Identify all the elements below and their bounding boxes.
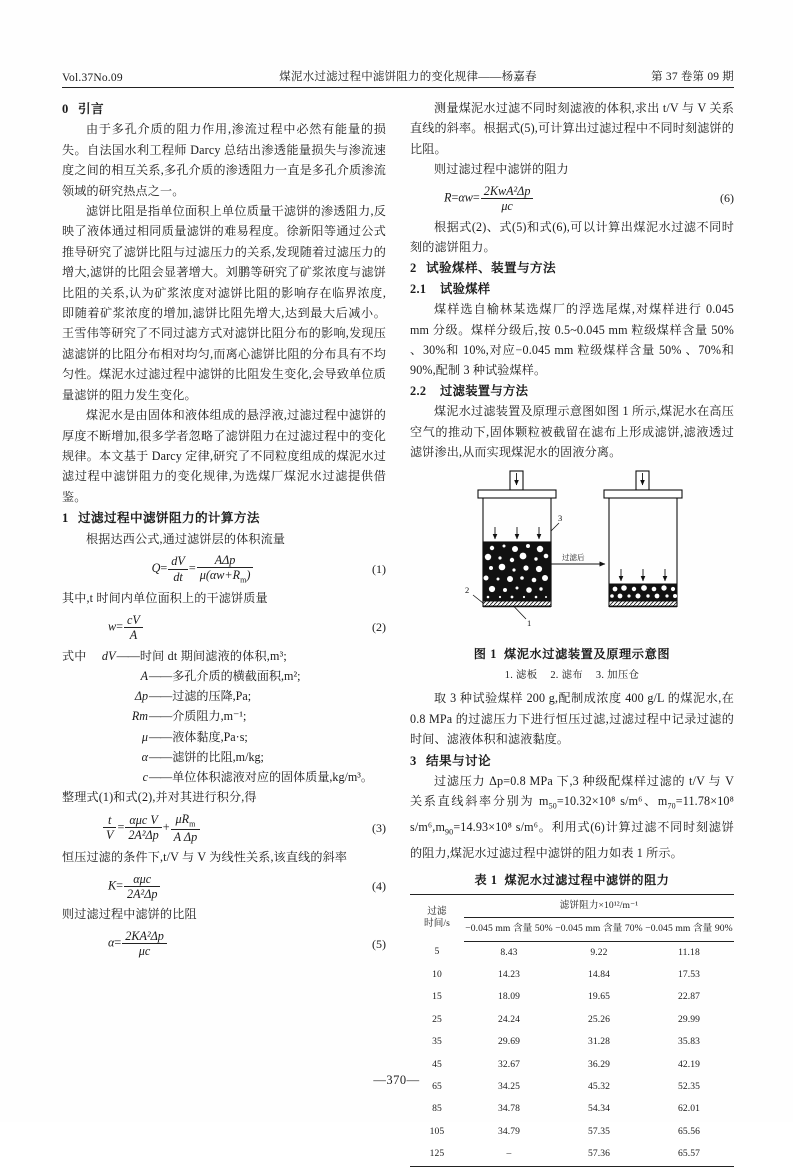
figure-1-caption [410, 644, 734, 664]
table-title-text: 煤泥水过滤过程中滤饼的阻力 [504, 873, 670, 888]
table-row: 5 8.43 9.22 11.18 [434, 946, 700, 958]
table-col0-header: 过滤 时间/s [410, 894, 464, 941]
eq1-fraction: $\frac{\text{AΔp}}{\mu(\alpha w+R_m)}$ [197, 553, 254, 585]
page-number: —370— [373, 1073, 420, 1087]
figure-caption-text: 煤泥水过滤装置及原理示意图 [503, 646, 671, 661]
nomenclature-item [62, 686, 386, 706]
eq1-derivative: $\frac{dV}{dt}$ [168, 554, 188, 584]
subsection-number: 2.2 [410, 383, 427, 398]
paragraph: 煤样选自榆林某选煤厂的浮选尾煤,对煤样进行 0.045 mm 分级。煤样分级后,按 0.5~0.045 mm 粒级煤样含量 50% 、30%和 10%,对应−0.045 mm 粒级煤样含量 50% 、70%和 90%,配制 3 种试验煤样。 [410, 302, 734, 378]
table-row: 105 34.79 57.35 65.56 [429, 1125, 701, 1137]
section-heading-2 [410, 258, 734, 278]
em-dash: —— [149, 709, 172, 724]
nomenclature-symbol: α [141, 749, 148, 764]
nomenclature-definition: 时间 dt 期间滤液的体积,m³; [139, 648, 287, 663]
eq5-fraction: $\frac{\text{2KA²Δp}}{\mu c}$ [122, 929, 167, 959]
paragraph: 整理式(1)和式(2),并对其进行积分,得 [62, 790, 257, 805]
table-row: 25 24.24 25.26 29.99 [432, 1013, 701, 1025]
figure-inner-label: 过滤后 [562, 552, 585, 562]
eq6-lhs: R [444, 190, 452, 205]
table-row: 85 34.78 54.34 62.01 [432, 1103, 701, 1115]
table-header-row-1 [410, 894, 734, 917]
equation-6-number: (6) [720, 191, 734, 206]
subsection-number: 2.1 [410, 281, 427, 296]
equation-5-body: α= $\frac{\text{2KA²Δp}}{\mu c}$ [62, 929, 344, 959]
section-heading-1 [62, 508, 386, 528]
equation-3 [62, 812, 386, 844]
section-number: 0 [62, 102, 69, 116]
eq4-fraction: $\frac{\text{αμc}}{\text{2A²Δp}}$ [124, 872, 160, 902]
nomenclature-symbol: A [140, 669, 148, 684]
section-title: 结果与讨论 [426, 753, 491, 768]
nomenclature-symbol: μ [141, 729, 148, 744]
equation-1-number: (1) [372, 561, 386, 576]
paragraph: 则过滤过程中滤饼的阻力 [434, 162, 569, 177]
em-dash: —— [149, 729, 172, 744]
nomenclature-item [62, 767, 386, 787]
figure-1-image [410, 469, 734, 641]
em-dash: —— [149, 669, 172, 684]
body-columns [62, 98, 734, 1167]
equation-1-body: Q= $\frac{dV}{dt}$ = $\frac{\text{AΔp}}{\mu(\alpha w+R_m)}$ [62, 553, 344, 585]
equation-2-body: w= $\frac{cV}{A}$ [62, 613, 344, 643]
equation-4 [62, 871, 386, 901]
nomenclature-definition: 过滤的压降,Pa; [172, 689, 252, 704]
eq6-mid: αw [458, 190, 473, 205]
nomenclature-definition: 滤饼的比阻,m/kg; [172, 749, 264, 764]
equation-5 [62, 929, 386, 959]
nomenclature-item [62, 706, 386, 726]
table-subheader: −0.045 mm 含量 50% [464, 918, 554, 941]
paragraph: 其中,t 时间内单位面积上的干滤饼质量 [62, 591, 268, 606]
table-row: 10 14.23 14.84 17.53 [432, 969, 701, 980]
table-row: 15 18.09 19.65 22.87 [432, 991, 701, 1003]
nomenclature-symbol: Rm [131, 709, 148, 724]
eq3-lhs-fraction: $\frac{t}{V}$ [103, 813, 116, 843]
figure-label: 图 1 [473, 646, 497, 661]
paragraph: 取 3 种试验煤样 200 g,配制成浓度 400 g/L 的煤泥水,在 0.8 MPa 的过滤压力下进行恒压过滤,过滤过程中记录过滤的时间、滤液体积和滤液黏度。 [410, 691, 734, 747]
em-dash: —— [149, 749, 172, 764]
table-row: 125 – 57.36 65.57 [410, 1143, 734, 1166]
paragraph: 滤饼比阻是指单位面积上单位质量干滤饼的渗透阻力,反映了液体通过相同质量滤饼的难易程度。徐新阳等通过公式推导研究了滤饼比阻与过滤压力的关系,发现随着过滤压力的增大,滤饼的比阻会显著增大。刘鹏等研究了矿浆浓度与滤饼比阻的关系,认为矿浆浓度对滤饼比阻的影响存在临界浓度,即随着矿浆浓度的增加,滤饼比阻先增大,达到最大后减小。王雪伟等研究了不同过滤方式对滤饼比阻分布的影响,发现压滤滤饼的比阻分布相对均匀,而离心滤饼比阻的分布具有不均匀性。煤泥水过滤过程中滤饼的比阻发生变化,会导致单位质量滤饼的阻力发生变化。 [62, 204, 386, 402]
equation-1 [62, 553, 386, 585]
equation-2-number: (2) [372, 620, 386, 635]
subsection-heading-2-1 [410, 279, 734, 299]
eq1-lhs: Q [151, 560, 161, 575]
paragraph: 煤泥水过滤装置及原理示意图如图 1 所示,煤泥水在高压空气的推动下,固体颗粒被截留在滤布上形成滤饼,滤液透过滤饼渗出,从而实现煤泥水的固液分离。 [410, 404, 734, 460]
table-subheader: −0.045 mm 含量 70% [554, 918, 644, 941]
subsection-title: 试验煤样 [440, 281, 491, 296]
em-dash: —— [149, 689, 172, 704]
section-number: 2 [410, 261, 417, 276]
table-label: 表 1 [474, 873, 498, 888]
section-title: 引言 [78, 102, 104, 116]
right-column [398, 98, 734, 1167]
eq2-fraction: $\frac{cV}{A}$ [124, 613, 143, 643]
nomenclature-list [62, 646, 386, 788]
nomenclature-symbol: dV [101, 648, 116, 663]
paragraph: 则过滤过程中滤饼的比阻 [62, 907, 197, 922]
filtration-apparatus-diagram [422, 469, 722, 641]
equation-5-number: (5) [372, 936, 386, 951]
table-subheader: −0.045 mm 含量 90% [644, 918, 734, 941]
running-head-issue: 第 37 卷第 09 期 [651, 71, 734, 83]
eq3-term-a: $\frac{\text{αμc V}}{\text{2A²Δp}}$ [125, 813, 161, 843]
equation-3-body: $\frac{t}{V}$ = $\frac{\text{αμc V}}{\text{2A²Δp}}$ + $\frac{\mu R_m}{\text{A Δp}}$ [62, 812, 344, 844]
table-row: 35 29.69 31.28 35.83 [432, 1036, 701, 1048]
callout-3: 3 [558, 512, 563, 523]
nomenclature-definition: 单位体积滤液对应的固体质量,kg/m³。 [172, 770, 374, 785]
nomenclature-symbol: c [142, 770, 148, 785]
table-row: 65 34.25 45.32 52.35 [432, 1081, 701, 1093]
section-number: 3 [410, 753, 417, 768]
paragraph: 由于多孔介质的阻力作用,渗流过程中必然有能量的损失。自法国水利工程师 Darcy 总结出渗透能量损失与渗流速度之间的相互关系,多孔介质的渗透阻力一直是多孔介质渗流领域的研究热点之一。 [62, 122, 386, 198]
paragraph: 恒压过滤的条件下,t/V 与 V 为线性关系,该直线的斜率 [62, 850, 348, 864]
section-title: 过滤过程中滤饼阻力的计算方法 [78, 511, 260, 526]
equation-3-number: (3) [372, 820, 386, 835]
figure-1 [410, 469, 734, 687]
equation-4-number: (4) [372, 879, 386, 894]
nomenclature-definition: 多孔介质的横截面积,m²; [172, 669, 301, 684]
legend-item: 3. 加压仓 [595, 669, 640, 681]
nomenclature-item [62, 747, 386, 767]
eq5-lhs: α [108, 935, 115, 950]
subsection-heading-2-2 [410, 381, 734, 401]
section-title: 试验煤样、装置与方法 [426, 261, 556, 276]
section-heading-0 [62, 99, 386, 119]
table-body [410, 941, 734, 1166]
paragraph-with-subscripts: 过滤压力 Δp=0.8 MPa 下,3 种级配煤样过滤的 t/V 与 V 关系直线斜率分别为 $m_{50}=10.32\times 10^8$ s/m⁶、$m_{70}=11.78\times 10^8$ $s/m^6,m_{90}=14.93\times 10^8$ s/m⁶。利用式(6)计算过滤不同时刻滤饼的阻力,煤泥水过滤过程中滤饼的阻力如表 1 所示。 [410, 773, 734, 860]
running-head [62, 68, 734, 88]
table-1 [410, 894, 734, 1167]
paragraph: 煤泥水是由固体和液体组成的悬浮液,过滤过程中滤饼的厚度不断增加,很多学者忽略了滤饼阻力在过滤过程中的变化规律。本文基于 Darcy 定律,研究了不同粒度组成的煤泥水过滤过程中滤饼阻力的变化规律,为选煤厂煤泥水过滤提供借鉴。 [62, 408, 386, 504]
equation-6 [410, 184, 734, 214]
figure-1-legend [410, 666, 734, 686]
legend-item: 2. 滤布 [550, 669, 583, 681]
section-number: 1 [62, 511, 69, 526]
paragraph: 测量煤泥水过滤不同时刻滤液的体积,求出 t/V 与 V 关系直线的斜率。根据式(5),可计算出过滤过程中不同时刻滤饼的比阻。 [410, 101, 734, 156]
nomenclature-definition: 液体黏度,Pa·s; [172, 729, 248, 744]
table-1-title [410, 870, 734, 890]
running-head-volume: Vol.37No.09 [62, 72, 123, 84]
page-content [62, 68, 734, 1167]
nomenclature-definition: 介质阻力,m⁻¹; [172, 709, 247, 724]
running-head-title: 煤泥水过滤过程中滤饼阻力的变化规律——杨嘉春 [279, 71, 537, 83]
callout-2: 2 [465, 584, 470, 595]
em-dash: —— [149, 770, 172, 785]
eq6-fraction: $\frac{\text{2KwA²Δp}}{\mu c}$ [481, 184, 534, 214]
eq4-lhs: K [108, 878, 117, 893]
equation-6-body: R=αw= $\frac{\text{2KwA²Δp}}{\mu c}$ [410, 184, 692, 214]
left-column [62, 98, 398, 1167]
nomenclature-item [62, 727, 386, 747]
section-heading-3 [410, 751, 734, 771]
paragraph: 根据达西公式,通过滤饼层的体积流量 [86, 531, 286, 546]
subsection-title: 过滤装置与方法 [440, 383, 529, 398]
nomenclature-symbol: Δp [134, 689, 148, 704]
callout-1: 1 [527, 617, 532, 628]
equation-4-body: K= $\frac{\text{αμc}}{\text{2A²Δp}}$ [62, 872, 344, 902]
em-dash: —— [116, 648, 139, 663]
equation-2 [62, 613, 386, 643]
eq2-lhs: w [108, 619, 117, 634]
nomenclature-head: 式中 dV —— 时间 dt 期间滤液的体积,m³; [62, 646, 386, 666]
nomenclature-item [62, 666, 386, 686]
paragraph: 根据式(2)、式(5)和式(6),可以计算出煤泥水过滤不同时刻的滤饼阻力。 [410, 219, 734, 255]
table-span-header: 滤饼阻力×10¹²/m⁻¹ [464, 894, 734, 917]
eq3-term-b: $\frac{\mu R_m}{\text{A Δp}}$ [171, 812, 201, 844]
legend-item: 1. 滤板 [504, 669, 538, 681]
table-row: 45 32.67 36.29 42.19 [432, 1058, 701, 1070]
